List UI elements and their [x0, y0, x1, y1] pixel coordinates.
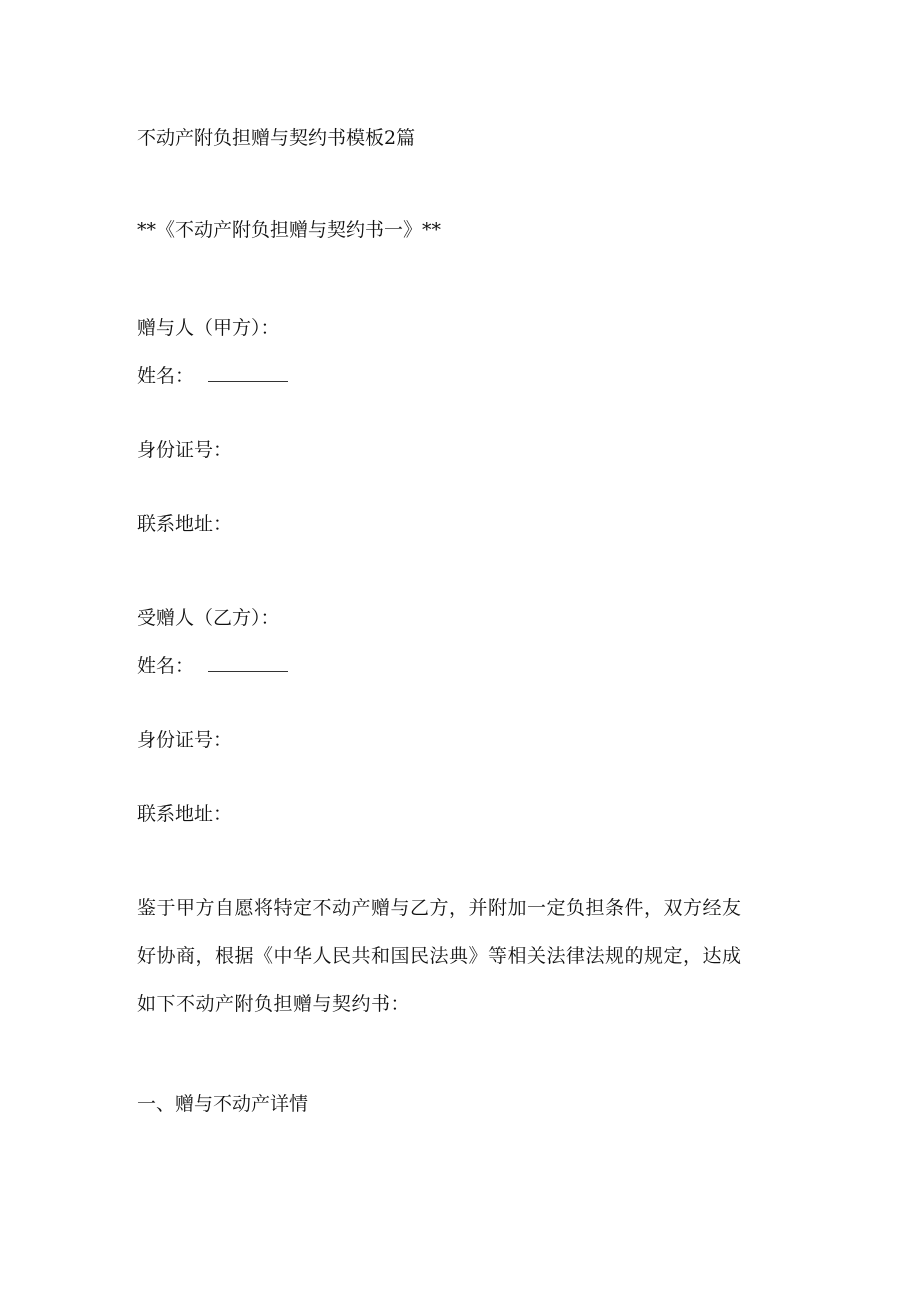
donor-name-label: 姓名： — [137, 365, 195, 387]
preamble-line: 鉴于甲方自愿将特定不动产赠与乙方，并附加一定负担条件，双方经友 — [137, 897, 742, 919]
donor-address-label: 联系地址： — [137, 513, 233, 535]
donor-name-blank — [208, 367, 288, 382]
preamble-paragraph — [137, 884, 777, 1028]
document-title: 不动产附负担赠与契约书模板2篇 — [137, 127, 416, 149]
donee-name-label: 姓名： — [137, 655, 195, 677]
preamble-line: 如下不动产附负担赠与契约书： — [137, 993, 411, 1015]
donor-heading: 赠与人（甲方）： — [137, 317, 280, 339]
document-subtitle: **《不动产附负担赠与契约书一》** — [137, 219, 442, 241]
section-heading: 一、赠与不动产详情 — [137, 1093, 309, 1115]
donor-id-label: 身份证号： — [137, 439, 233, 461]
donee-address-label: 联系地址： — [137, 803, 233, 825]
donee-heading: 受赠人（乙方）： — [137, 607, 280, 629]
donee-id-label: 身份证号： — [137, 729, 233, 751]
donee-name-row — [137, 654, 288, 678]
preamble-line: 好协商，根据《中华人民共和国民法典》等相关法律法规的规定，达成 — [137, 945, 742, 967]
donee-name-blank — [208, 657, 288, 672]
donor-name-row — [137, 364, 288, 388]
